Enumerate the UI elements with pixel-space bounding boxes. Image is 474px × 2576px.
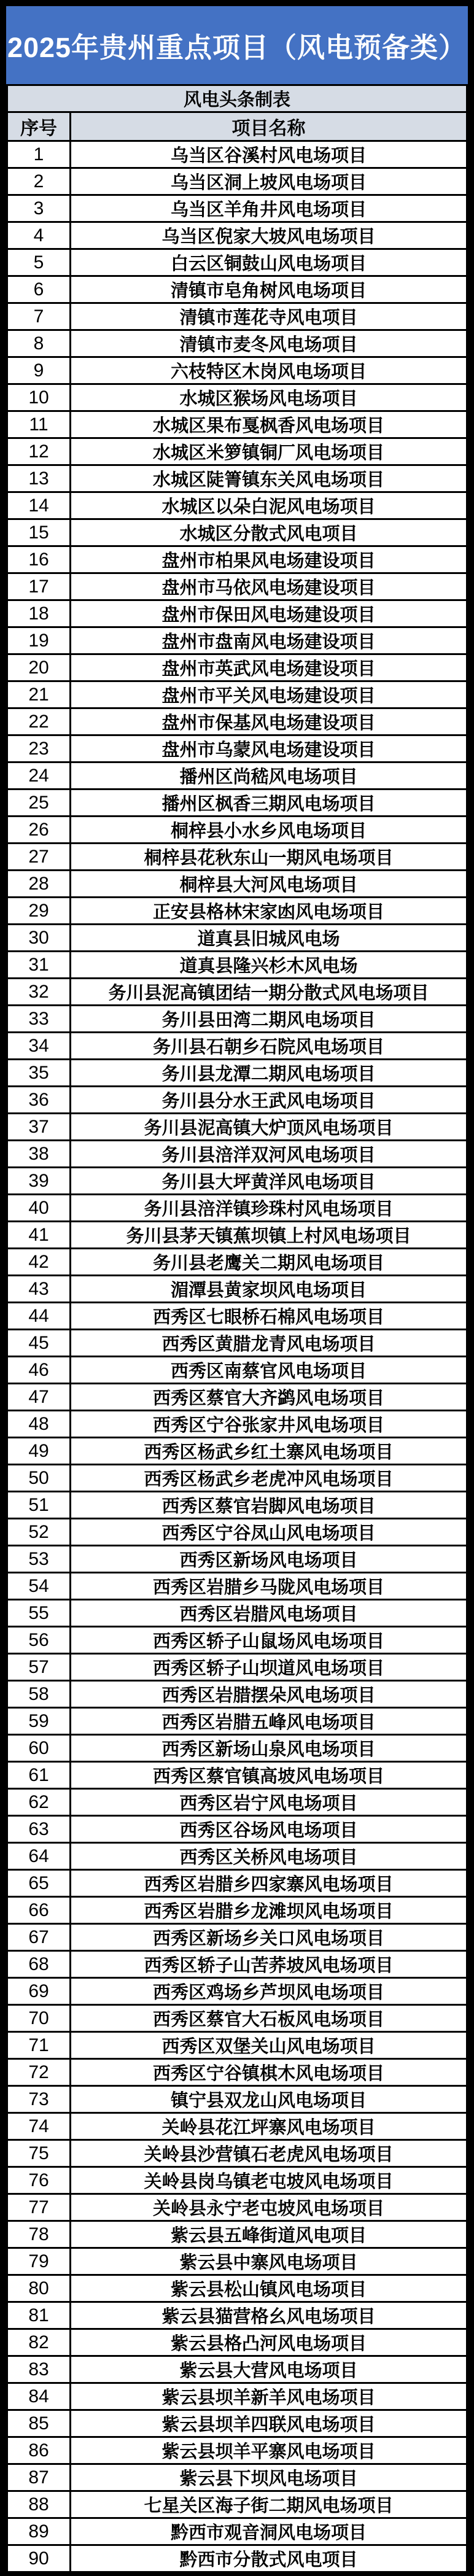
row-number: 2	[7, 168, 71, 195]
row-number: 22	[7, 708, 71, 735]
table-row	[7, 2383, 467, 2410]
table-row	[7, 1897, 467, 1924]
table-row	[7, 141, 467, 168]
row-number: 17	[7, 573, 71, 600]
table-row	[7, 2032, 467, 2059]
project-name: 西秀区鸡场乡芦坝风电场项目	[71, 1978, 467, 2005]
row-number: 68	[7, 1951, 71, 1978]
project-name: 西秀区岩腊乡马陇风电场项目	[71, 1573, 467, 1600]
project-name: 水城区陡箐镇东关风电场项目	[71, 465, 467, 492]
row-number: 39	[7, 1168, 71, 1195]
row-number: 85	[7, 2410, 71, 2437]
project-name: 务川县大坪黄洋风电场项目	[71, 1168, 467, 1195]
row-number: 36	[7, 1087, 71, 1114]
row-number: 47	[7, 1384, 71, 1411]
project-name: 乌当区倪家大坡风电场项目	[71, 222, 467, 249]
project-name: 关岭县沙营镇石老虎风电场项目	[71, 2140, 467, 2167]
row-number: 75	[7, 2140, 71, 2167]
row-number: 24	[7, 762, 71, 789]
row-number: 67	[7, 1924, 71, 1951]
table-row	[7, 1384, 467, 1411]
row-number: 59	[7, 1708, 71, 1735]
row-number: 72	[7, 2059, 71, 2086]
project-name: 紫云县五峰街道风电项目	[71, 2221, 467, 2248]
project-name: 播州区尚嵇风电场项目	[71, 762, 467, 789]
project-name: 西秀区宁谷凤山风电场项目	[71, 1519, 467, 1546]
table-row	[7, 1816, 467, 1843]
project-name: 西秀区新场乡关口风电场项目	[71, 1924, 467, 1951]
project-name: 盘州市保基风电场建设项目	[71, 708, 467, 735]
table-row	[7, 1951, 467, 1978]
table-row	[7, 1708, 467, 1735]
project-name: 西秀区轿子山鼠场风电场项目	[71, 1627, 467, 1654]
table-row	[7, 2221, 467, 2248]
project-name: 盘州市保田风电场建设项目	[71, 600, 467, 627]
project-name: 盘州市柏果风电场建设项目	[71, 546, 467, 573]
table-row	[7, 438, 467, 465]
table-row	[7, 1492, 467, 1519]
row-number: 86	[7, 2437, 71, 2464]
row-number: 51	[7, 1492, 71, 1519]
project-name: 道真县隆兴杉木风电场	[71, 952, 467, 979]
row-number: 49	[7, 1438, 71, 1465]
table-row	[7, 1789, 467, 1816]
row-number: 42	[7, 1249, 71, 1276]
table-row	[7, 654, 467, 681]
table-row	[7, 2086, 467, 2113]
project-name: 西秀区宁谷镇棋木风电场项目	[71, 2059, 467, 2086]
table-row	[7, 708, 467, 735]
project-name: 紫云县中寨风电场项目	[71, 2248, 467, 2275]
table-row	[7, 2437, 467, 2464]
table-row	[7, 762, 467, 789]
project-name: 关岭县岗乌镇老屯坡风电场项目	[71, 2167, 467, 2194]
row-number: 38	[7, 1141, 71, 1168]
table-row	[7, 1033, 467, 1060]
row-number: 52	[7, 1519, 71, 1546]
row-number: 31	[7, 952, 71, 979]
row-number: 70	[7, 2005, 71, 2032]
table-row	[7, 2113, 467, 2140]
table-row	[7, 1870, 467, 1897]
row-number: 25	[7, 789, 71, 817]
project-name: 西秀区谷场风电场项目	[71, 1816, 467, 1843]
row-number: 89	[7, 2518, 71, 2545]
row-number: 13	[7, 465, 71, 492]
table-row	[7, 1330, 467, 1357]
table-row	[7, 330, 467, 357]
table-row	[7, 2518, 467, 2545]
table-row	[7, 1276, 467, 1303]
table-row	[7, 979, 467, 1006]
row-number: 23	[7, 735, 71, 762]
table-row	[7, 2059, 467, 2086]
table-row	[7, 844, 467, 871]
column-header-no: 序号	[7, 112, 71, 141]
project-name: 西秀区岩腊五峰风电场项目	[71, 1708, 467, 1735]
project-name: 紫云县松山镇风电场项目	[71, 2275, 467, 2302]
row-number: 77	[7, 2194, 71, 2221]
project-name: 清镇市莲花寺风电项目	[71, 303, 467, 330]
row-number: 33	[7, 1006, 71, 1033]
project-name: 务川县石朝乡石院风电场项目	[71, 1033, 467, 1060]
table-row	[7, 465, 467, 492]
project-name: 清镇市皂角树风电场项目	[71, 276, 467, 303]
project-name: 桐梓县大河风电场项目	[71, 871, 467, 898]
row-number: 34	[7, 1033, 71, 1060]
row-number: 62	[7, 1789, 71, 1816]
row-number: 1	[7, 141, 71, 168]
row-number: 14	[7, 492, 71, 519]
table-row	[7, 2329, 467, 2356]
row-number: 45	[7, 1330, 71, 1357]
project-name: 西秀区杨武乡老虎冲风电场项目	[71, 1465, 467, 1492]
project-name: 西秀区蔡官大石板风电场项目	[71, 2005, 467, 2032]
table-row	[7, 817, 467, 844]
row-number: 46	[7, 1357, 71, 1384]
project-name: 西秀区轿子山坝道风电场项目	[71, 1654, 467, 1681]
row-number: 60	[7, 1735, 71, 1762]
project-name: 务川县老鹰关二期风电场项目	[71, 1249, 467, 1276]
row-number: 55	[7, 1600, 71, 1627]
project-name: 务川县涪洋双河风电场项目	[71, 1141, 467, 1168]
project-name: 紫云县坝羊新羊风电场项目	[71, 2383, 467, 2410]
row-number: 9	[7, 357, 71, 384]
project-name: 水城区猴场风电场项目	[71, 384, 467, 411]
project-name: 西秀区黄腊龙青风电场项目	[71, 1330, 467, 1357]
project-name: 西秀区蔡官岩脚风电场项目	[71, 1492, 467, 1519]
project-name: 西秀区新场山泉风电场项目	[71, 1735, 467, 1762]
row-number: 71	[7, 2032, 71, 2059]
project-name: 紫云县坝羊四联风电场项目	[71, 2410, 467, 2437]
project-name: 乌当区谷溪村风电场项目	[71, 141, 467, 168]
table-row	[7, 168, 467, 195]
table-row	[7, 2275, 467, 2302]
row-number: 30	[7, 925, 71, 952]
project-name: 紫云县坝羊平寨风电场项目	[71, 2437, 467, 2464]
row-number: 19	[7, 627, 71, 654]
project-name: 西秀区岩腊乡四家寨风电场项目	[71, 1870, 467, 1897]
table-row	[7, 492, 467, 519]
project-name: 黔西市分散式风电项目	[71, 2545, 467, 2572]
project-name: 正安县格林宋家凼风电场项目	[71, 898, 467, 925]
project-name: 西秀区新场风电场项目	[71, 1546, 467, 1573]
project-name: 务川县龙潭二期风电场项目	[71, 1060, 467, 1087]
row-number: 66	[7, 1897, 71, 1924]
project-name: 务川县田湾二期风电场项目	[71, 1006, 467, 1033]
table-row	[7, 546, 467, 573]
row-number: 21	[7, 681, 71, 708]
project-name: 水城区果布戛枫香风电场项目	[71, 411, 467, 438]
row-number: 54	[7, 1573, 71, 1600]
table-row	[7, 681, 467, 708]
project-name: 紫云县下坝风电场项目	[71, 2464, 467, 2491]
table-row	[7, 871, 467, 898]
table-row	[7, 952, 467, 979]
table-row	[7, 1654, 467, 1681]
row-number: 53	[7, 1546, 71, 1573]
row-number: 78	[7, 2221, 71, 2248]
project-name: 西秀区七眼桥石棉风电场项目	[71, 1303, 467, 1330]
page-title: 2025年贵州重点项目（风电预备类）	[6, 6, 468, 84]
row-number: 28	[7, 871, 71, 898]
project-name: 水城区米箩镇铜厂风电场项目	[71, 438, 467, 465]
table-row	[7, 1060, 467, 1087]
project-name: 乌当区羊角井风电场项目	[71, 195, 467, 222]
project-name: 乌当区洞上坡风电场项目	[71, 168, 467, 195]
row-number: 88	[7, 2491, 71, 2518]
project-name: 紫云县大营风电场项目	[71, 2356, 467, 2383]
project-name: 湄潭县黄家坝风电场项目	[71, 1276, 467, 1303]
project-name: 六枝特区木岗风电场项目	[71, 357, 467, 384]
row-number: 16	[7, 546, 71, 573]
row-number: 48	[7, 1411, 71, 1438]
project-name: 七星关区海子街二期风电场项目	[71, 2491, 467, 2518]
row-number: 35	[7, 1060, 71, 1087]
project-name: 西秀区岩腊风电场项目	[71, 1600, 467, 1627]
row-number: 18	[7, 600, 71, 627]
table-row	[7, 384, 467, 411]
row-number: 43	[7, 1276, 71, 1303]
row-number: 3	[7, 195, 71, 222]
row-number: 73	[7, 2086, 71, 2113]
table-row	[7, 2464, 467, 2491]
row-number: 12	[7, 438, 71, 465]
table-row	[7, 2194, 467, 2221]
project-name: 务川县泥高镇团结一期分散式风电场项目	[71, 979, 467, 1006]
project-name: 务川县泥高镇大炉顶风电场项目	[71, 1114, 467, 1141]
row-number: 32	[7, 979, 71, 1006]
table-row	[7, 2005, 467, 2032]
project-name: 盘州市马依风电场建设项目	[71, 573, 467, 600]
row-number: 74	[7, 2113, 71, 2140]
table-row	[7, 1573, 467, 1600]
table-row	[7, 2545, 467, 2572]
project-name: 西秀区轿子山苦荞坡风电场项目	[71, 1951, 467, 1978]
project-name: 水城区分散式风电项目	[71, 519, 467, 546]
table-caption: 风电头条制表	[7, 85, 467, 112]
project-name: 西秀区南蔡官风电场项目	[71, 1357, 467, 1384]
row-number: 63	[7, 1816, 71, 1843]
row-number: 56	[7, 1627, 71, 1654]
table-row	[7, 600, 467, 627]
project-name: 务川县分水王武风电场项目	[71, 1087, 467, 1114]
project-name: 黔西市观音洞风电场项目	[71, 2518, 467, 2545]
project-name: 镇宁县双龙山风电场项目	[71, 2086, 467, 2113]
column-header-name: 项目名称	[71, 112, 467, 141]
table-row	[7, 1411, 467, 1438]
project-name: 西秀区杨武乡红土寨风电场项目	[71, 1438, 467, 1465]
table-row	[7, 1735, 467, 1762]
project-name: 西秀区宁谷张家井风电场项目	[71, 1411, 467, 1438]
table-row	[7, 1303, 467, 1330]
project-name: 盘州市乌蒙风电场建设项目	[71, 735, 467, 762]
row-number: 4	[7, 222, 71, 249]
project-name: 西秀区关桥风电场项目	[71, 1843, 467, 1870]
row-number: 90	[7, 2545, 71, 2572]
row-number: 29	[7, 898, 71, 925]
project-name: 桐梓县小水乡风电场项目	[71, 817, 467, 844]
table-row	[7, 1006, 467, 1033]
row-number: 8	[7, 330, 71, 357]
row-number: 41	[7, 1222, 71, 1249]
project-name: 西秀区蔡官镇高坡风电场项目	[71, 1762, 467, 1789]
table-row	[7, 2491, 467, 2518]
project-name: 西秀区双堡关山风电场项目	[71, 2032, 467, 2059]
row-number: 80	[7, 2275, 71, 2302]
projects-table	[6, 84, 468, 2573]
row-number: 40	[7, 1195, 71, 1222]
table-row	[7, 1762, 467, 1789]
row-number: 50	[7, 1465, 71, 1492]
table-row	[7, 249, 467, 276]
table-row	[7, 1357, 467, 1384]
table-row	[7, 627, 467, 654]
table-row	[7, 735, 467, 762]
project-name: 紫云县猫营格幺风电场项目	[71, 2302, 467, 2329]
row-number: 58	[7, 1681, 71, 1708]
row-number: 81	[7, 2302, 71, 2329]
row-number: 5	[7, 249, 71, 276]
project-name: 盘州市英武风电场建设项目	[71, 654, 467, 681]
project-name: 西秀区蔡官大齐鹢风电场项目	[71, 1384, 467, 1411]
table-caption-row	[7, 85, 467, 112]
table-header-row	[7, 112, 467, 141]
table-row	[7, 2248, 467, 2275]
table-row	[7, 1465, 467, 1492]
table-row	[7, 925, 467, 952]
row-number: 44	[7, 1303, 71, 1330]
project-name: 紫云县格凸河风电场项目	[71, 2329, 467, 2356]
row-number: 11	[7, 411, 71, 438]
table-row	[7, 1681, 467, 1708]
project-name: 关岭县永宁老屯坡风电场项目	[71, 2194, 467, 2221]
table-row	[7, 2356, 467, 2383]
project-name: 西秀区岩宁风电场项目	[71, 1789, 467, 1816]
table-row	[7, 222, 467, 249]
table-row	[7, 1438, 467, 1465]
project-name: 西秀区岩腊摆朵风电场项目	[71, 1681, 467, 1708]
row-number: 37	[7, 1114, 71, 1141]
project-name: 盘州市平关风电场建设项目	[71, 681, 467, 708]
table-row	[7, 519, 467, 546]
table-row	[7, 195, 467, 222]
table-row	[7, 1627, 467, 1654]
project-name: 播州区枫香三期风电场项目	[71, 789, 467, 817]
table-row	[7, 1141, 467, 1168]
table-row	[7, 1114, 467, 1141]
row-number: 82	[7, 2329, 71, 2356]
table-row	[7, 789, 467, 817]
row-number: 57	[7, 1654, 71, 1681]
project-name: 关岭县花江坪寨风电场项目	[71, 2113, 467, 2140]
project-name: 务川县涪洋镇珍珠村风电场项目	[71, 1195, 467, 1222]
project-name: 白云区铜鼓山风电场项目	[71, 249, 467, 276]
row-number: 83	[7, 2356, 71, 2383]
project-name: 水城区以朵白泥风电场项目	[71, 492, 467, 519]
row-number: 76	[7, 2167, 71, 2194]
table-row	[7, 2410, 467, 2437]
row-number: 65	[7, 1870, 71, 1897]
row-number: 27	[7, 844, 71, 871]
table-row	[7, 1168, 467, 1195]
row-number: 15	[7, 519, 71, 546]
row-number: 64	[7, 1843, 71, 1870]
row-number: 87	[7, 2464, 71, 2491]
project-name: 务川县茅天镇蕉坝镇上村风电场项目	[71, 1222, 467, 1249]
table-row	[7, 2140, 467, 2167]
row-number: 79	[7, 2248, 71, 2275]
row-number: 20	[7, 654, 71, 681]
table-row	[7, 573, 467, 600]
row-number: 84	[7, 2383, 71, 2410]
row-number: 10	[7, 384, 71, 411]
project-name: 西秀区岩腊乡龙滩坝风电场项目	[71, 1897, 467, 1924]
table-row	[7, 1087, 467, 1114]
project-name: 桐梓县花秋东山一期风电场项目	[71, 844, 467, 871]
table-row	[7, 1249, 467, 1276]
table-row	[7, 1222, 467, 1249]
row-number: 6	[7, 276, 71, 303]
table-row	[7, 1978, 467, 2005]
table-body	[7, 141, 467, 2572]
table-row	[7, 276, 467, 303]
table-row	[7, 2167, 467, 2194]
row-number: 69	[7, 1978, 71, 2005]
table-row	[7, 1600, 467, 1627]
table-row	[7, 1843, 467, 1870]
table-row	[7, 1519, 467, 1546]
project-name: 清镇市麦冬风电场项目	[71, 330, 467, 357]
row-number: 61	[7, 1762, 71, 1789]
row-number: 7	[7, 303, 71, 330]
table-row	[7, 303, 467, 330]
table-row	[7, 357, 467, 384]
table-row	[7, 2302, 467, 2329]
row-number: 26	[7, 817, 71, 844]
table-row	[7, 898, 467, 925]
project-name: 盘州市盘南风电场建设项目	[71, 627, 467, 654]
table-row	[7, 1924, 467, 1951]
table-row	[7, 1546, 467, 1573]
table-row	[7, 1195, 467, 1222]
table-row	[7, 411, 467, 438]
project-name: 道真县旧城风电场	[71, 925, 467, 952]
